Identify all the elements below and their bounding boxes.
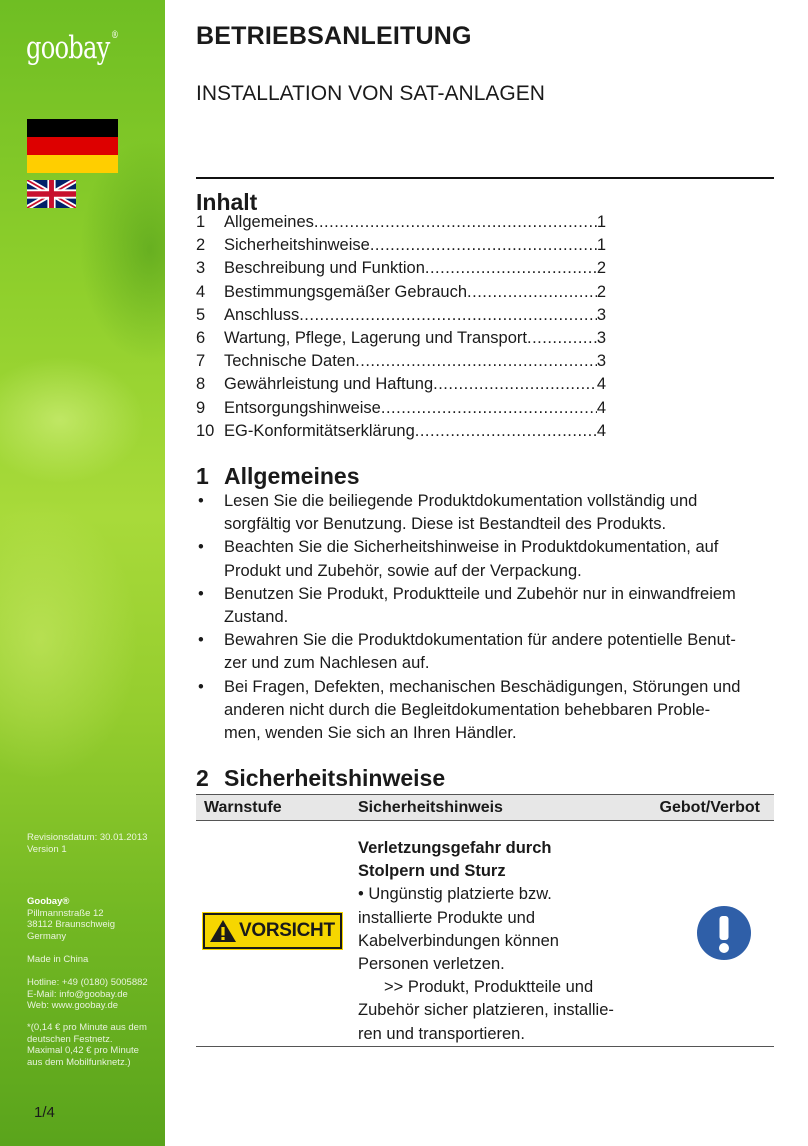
- bullet-line: • Bei Fragen, Defekten, mechanischen Beschädigungen, Störungen und: [224, 677, 741, 696]
- toc-leader: [467, 283, 597, 302]
- bullet-item: [196, 629, 776, 675]
- document-subtitle: INSTALLATION VON SAT-ANLAGEN: [196, 82, 545, 105]
- footnote-line: *(0,14 € pro Minute aus dem: [27, 1022, 147, 1033]
- measure-line: ren und transportieren.: [358, 1024, 525, 1043]
- warning-title-line: Stolpern und Sturz: [358, 862, 506, 881]
- divider: [196, 177, 774, 179]
- section-number: 1: [196, 463, 209, 489]
- toc-leader: [370, 236, 597, 255]
- toc-title: Bestimmungsgemäßer Gebrauch: [224, 282, 468, 301]
- hotline: Hotline: +49 (0180) 5005882: [27, 977, 148, 988]
- cost-footnote: [27, 1022, 159, 1068]
- registered-mark: ®: [111, 30, 119, 41]
- bullet-line: sorgfältig vor Benutzung. Diese ist Bestandteil des Produkts.: [224, 515, 667, 534]
- toc-entry[interactable]: [196, 422, 606, 445]
- toc-leader: [425, 259, 597, 278]
- toc-entry[interactable]: [196, 283, 606, 306]
- toc-title: Technische Daten: [224, 352, 356, 371]
- footnote-line: deutschen Festnetz.: [27, 1033, 113, 1045]
- company-name: Goobay®: [27, 896, 70, 907]
- header-requirement: Gebot/Verbot: [659, 798, 760, 816]
- hazard-line: Personen verletzen.: [358, 955, 505, 974]
- warning-title: [358, 837, 639, 883]
- signal-word: VORSICHT: [239, 920, 335, 941]
- caution-label: [203, 913, 342, 949]
- table-header: [196, 794, 774, 821]
- section-2-heading: [196, 765, 445, 792]
- toc-title: Allgemeines: [224, 213, 314, 231]
- section-number: 2: [196, 765, 209, 791]
- version-label: Version 1: [27, 843, 67, 855]
- toc-leader: [355, 352, 597, 371]
- revision-date: Revisionsdatum: 30.01.2013: [27, 832, 148, 843]
- section-title: Sicherheitshinweise: [224, 765, 446, 791]
- toc-page: 2: [596, 259, 606, 278]
- footnote-line: aus dem Mobilfunknetz.): [27, 1056, 131, 1068]
- bullet-line: Zustand.: [224, 608, 289, 627]
- toc-number: 8: [196, 375, 206, 394]
- general-notes-list: [196, 490, 776, 745]
- bullet-line: • Beachten Sie die Sicherheitshinweise in Produktdokumentation, auf: [224, 538, 719, 557]
- toc-page: 4: [596, 375, 606, 394]
- bullet-line: men, wenden Sie sich an Ihren Händler.: [224, 724, 517, 743]
- measure-line: >> Produkt, Produktteile und: [384, 978, 594, 997]
- toc-number: 7: [196, 352, 206, 371]
- email-link[interactable]: E-Mail: info@goobay.de: [27, 988, 128, 1000]
- header-warning-level: Warnstufe: [204, 798, 282, 816]
- measure-line: Zubehör sicher platzieren, installie-: [358, 1001, 614, 1020]
- toc-page: 1: [596, 236, 606, 255]
- toc-title: EG-Konformitätserklärung: [224, 421, 415, 440]
- document-title: BETRIEBSANLEITUNG: [196, 22, 472, 50]
- address-city: 38112 Braunschweig: [27, 919, 116, 930]
- toc-entry[interactable]: [196, 399, 606, 422]
- requirement-cell: [639, 821, 774, 1046]
- bullet-line: zer und zum Nachlesen auf.: [224, 654, 430, 673]
- toc-number: 6: [196, 328, 206, 347]
- bullet-line: • Bewahren Sie die Produktdokumentation für andere potentielle Benut-: [224, 631, 736, 650]
- toc-page: 2: [596, 282, 606, 301]
- toc-page: 1: [596, 213, 606, 231]
- toc-leader: [527, 329, 597, 348]
- safety-table: [196, 794, 774, 1047]
- toc-page: 3: [596, 305, 606, 324]
- bullet-item: [196, 583, 776, 629]
- toc-entry[interactable]: [196, 375, 606, 398]
- toc-entry[interactable]: [196, 213, 606, 236]
- address-country: Germany: [27, 930, 67, 942]
- address-street: Pillmannstraße 12: [27, 907, 104, 919]
- toc-number: 1: [196, 213, 206, 231]
- section-1-heading: [196, 463, 360, 490]
- toc-entry[interactable]: [196, 329, 606, 352]
- toc-leader: [415, 422, 597, 441]
- toc-title: Entsorgungshinweise: [224, 398, 381, 417]
- toc-page: 3: [596, 328, 606, 347]
- toc-leader: [314, 213, 597, 232]
- bullet-line: • Benutzen Sie Produkt, Produktteile und Zubehör nur in einwandfreiem: [224, 584, 736, 603]
- bullet-line: • Lesen Sie die beiliegende Produktdokumentation vollständig und: [224, 492, 698, 510]
- toc-leader: [381, 399, 597, 418]
- toc-number: 3: [196, 259, 206, 278]
- toc-entry[interactable]: [196, 352, 606, 375]
- company-address: [27, 896, 159, 942]
- sidebar: [0, 0, 165, 1146]
- toc-title: Sicherheitshinweise: [224, 236, 370, 255]
- uk-flag-icon[interactable]: [27, 180, 76, 208]
- bullet-line: Produkt und Zubehör, sowie auf der Verpackung.: [224, 561, 582, 580]
- safety-measure: [358, 976, 639, 1046]
- toc-leader: [433, 375, 597, 394]
- hazard-line: • Ungünstig platzierte bzw.: [358, 885, 552, 904]
- bullet-line: anderen nicht durch die Begleitdokumentation behebbaren Proble-: [224, 700, 711, 719]
- mandatory-action-icon: [696, 905, 752, 961]
- bullet-item: [196, 536, 776, 582]
- web-link[interactable]: Web: www.goobay.de: [27, 1000, 119, 1011]
- warning-level-cell: [196, 821, 349, 1046]
- hazard-description: [358, 883, 639, 976]
- toc-number: 9: [196, 398, 206, 417]
- toc-entry[interactable]: [196, 259, 606, 282]
- table-row: [196, 821, 774, 1047]
- toc-page: 3: [596, 352, 606, 371]
- hazard-line: Kabelverbindungen können: [358, 931, 559, 950]
- revision-info: [27, 832, 159, 855]
- toc-number: 2: [196, 236, 206, 255]
- footnote-line: Maximal 0,42 € pro Minute: [27, 1045, 139, 1056]
- german-flag-icon[interactable]: [27, 119, 118, 173]
- page-number: 1/4: [34, 1104, 55, 1121]
- hazard-line: installierte Produkte und: [358, 908, 536, 927]
- toc-title: Anschluss: [224, 305, 300, 324]
- toc-number: 5: [196, 305, 206, 324]
- brand-name: goobay: [26, 30, 110, 66]
- toc-page: 4: [596, 398, 606, 417]
- bullet-item: [196, 490, 776, 536]
- made-in-label: Made in China: [27, 954, 89, 965]
- toc-leader: [299, 306, 597, 325]
- contact-info: [27, 977, 159, 1012]
- safety-note-cell: [349, 821, 639, 1046]
- toc-title: Wartung, Pflege, Lagerung und Transport: [224, 328, 527, 347]
- toc-heading: Inhalt: [196, 189, 258, 215]
- toc-entry[interactable]: [196, 236, 606, 259]
- toc-number: 10: [196, 421, 215, 440]
- toc-title: Beschreibung und Funktion: [224, 259, 425, 278]
- warning-title-line: Verletzungsgefahr durch: [358, 839, 552, 857]
- toc-entry[interactable]: [196, 306, 606, 329]
- toc-title: Gewährleistung und Haftung: [224, 375, 434, 394]
- brand-logo: [26, 30, 118, 66]
- header-safety-note: Sicherheitshinweis: [358, 798, 503, 816]
- warning-triangle-icon: [209, 919, 237, 943]
- bullet-item: [196, 676, 776, 746]
- section-title: Allgemeines: [224, 463, 360, 489]
- table-of-contents: [196, 213, 606, 445]
- toc-page: 4: [596, 421, 606, 440]
- toc-number: 4: [196, 282, 206, 301]
